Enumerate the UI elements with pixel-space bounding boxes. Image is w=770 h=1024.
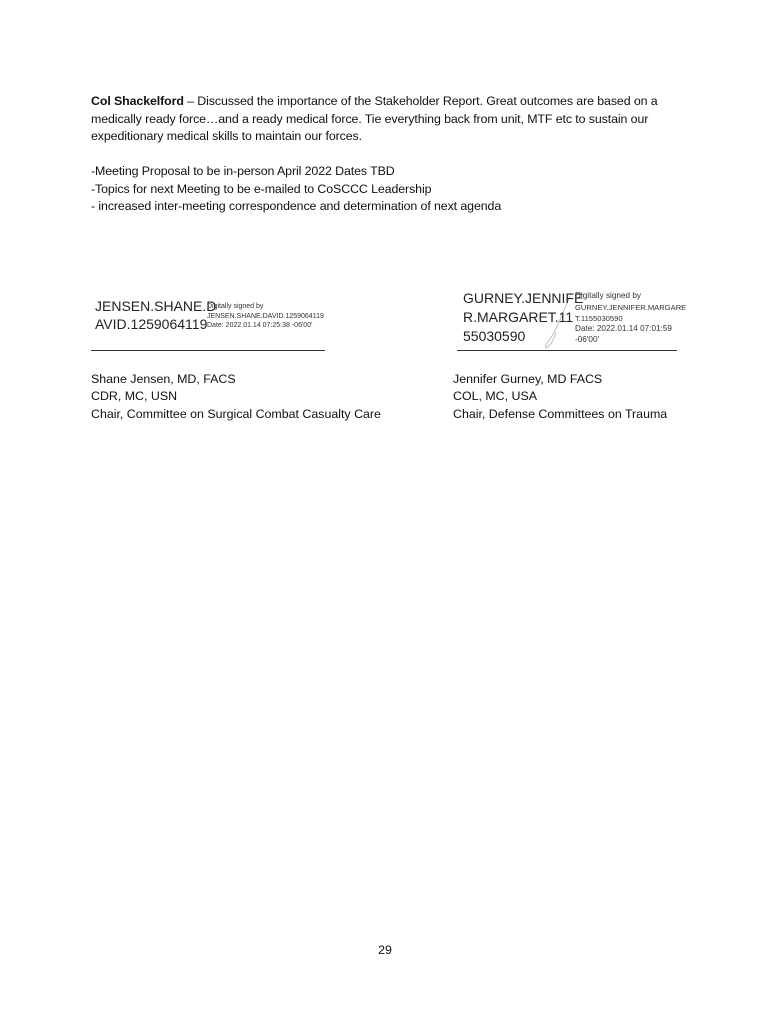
meeting-notes-paragraph <box>91 93 681 146</box>
page-number: 29 <box>378 943 392 957</box>
signer-rank: CDR, MC, USN <box>91 389 178 403</box>
list-item: -Meeting Proposal to be in-person April 2022 Dates TBD <box>91 164 395 178</box>
list-item: - increased inter-meeting correspondence and determination of next agenda <box>91 199 502 213</box>
signature-date: Date: 2022.01.14 07:25:38 -06'00' <box>207 322 313 329</box>
signature-name-line2: R.MARGARET.11 <box>463 309 574 325</box>
signature-date: Date: 2022.01.14 07:01:59 <box>575 324 672 333</box>
action-items-list <box>91 163 691 216</box>
signature-signed-by-cont: T.1155030590 <box>575 314 623 323</box>
signature-name-line2: AVID.1259064119 <box>95 316 208 332</box>
signature-signed-label: Digitally signed by <box>575 291 641 300</box>
paragraph-text: – Discussed the importance of the Stakeholder Report. Great outcomes are based on a medically ready force…and a ready medical force. Tie everything back from unit, MTF etc to sustain our expeditionary medical skills to maintain our forces. <box>91 94 658 143</box>
signature-name-line3: 55030590 <box>463 328 526 344</box>
signature-name-line1: GURNEY.JENNIFE <box>463 290 584 306</box>
signature-line <box>457 350 677 351</box>
signer-title: Chair, Defense Committees on Trauma <box>453 407 668 421</box>
signature-name-line1: JENSEN.SHANE.D <box>95 298 217 314</box>
signature-line <box>91 350 325 351</box>
signer-rank: COL, MC, USA <box>453 389 537 403</box>
signer-name: Jennifer Gurney, MD FACS <box>453 372 603 386</box>
speaker-name: Col Shackelford <box>91 94 184 108</box>
signature-signed-by: JENSEN.SHANE.DAVID.1259064119 <box>207 313 324 320</box>
signer-title: Chair, Committee on Surgical Combat Casualty Care <box>91 407 381 421</box>
signature-signed-by: GURNEY.JENNIFER.MARGARE <box>575 303 687 312</box>
list-item: -Topics for next Meeting to be e-mailed to CoSCCC Leadership <box>91 181 432 196</box>
signer-name: Shane Jensen, MD, FACS <box>91 372 236 386</box>
signature-signed-label: Digitally signed by <box>207 303 264 310</box>
signature-date-offset: -06'00' <box>575 335 600 344</box>
